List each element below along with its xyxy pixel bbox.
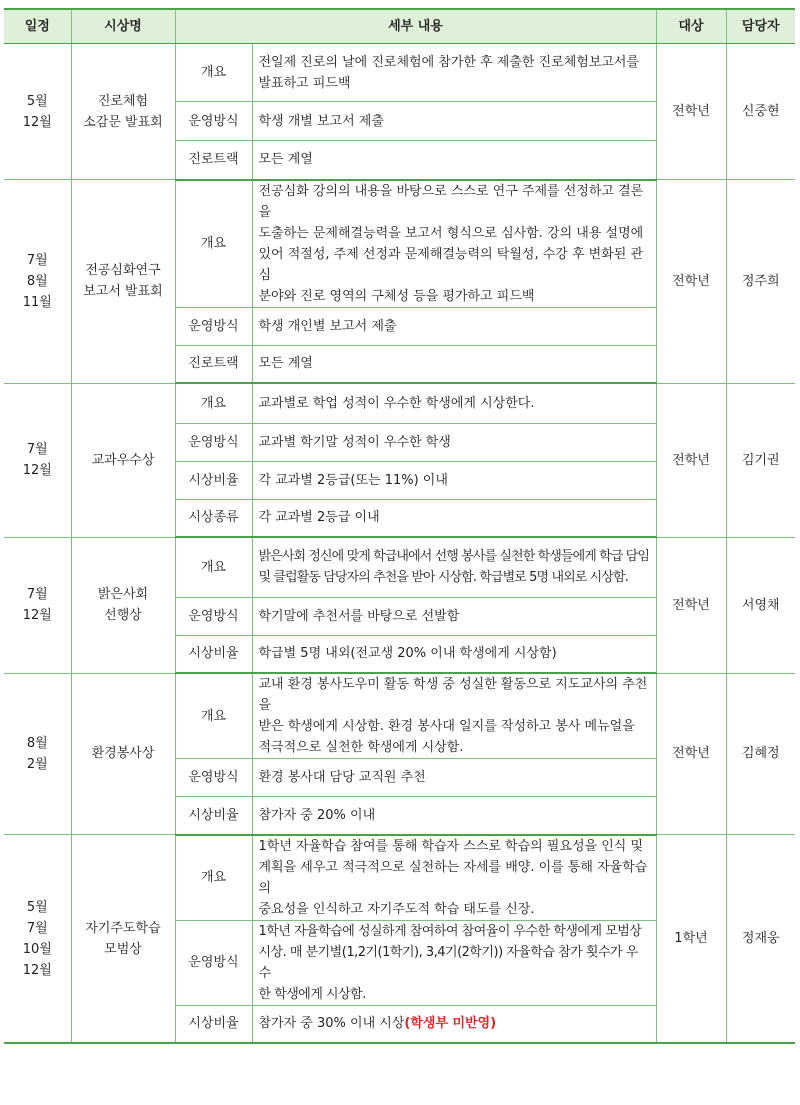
award-date: 7월 12월 bbox=[4, 383, 71, 537]
award-manager: 신중현 bbox=[726, 44, 795, 180]
detail-label: 운영방식 bbox=[175, 423, 252, 461]
award-target: 전학년 bbox=[656, 44, 726, 180]
award-target: 전학년 bbox=[656, 180, 726, 384]
detail-text: 환경 봉사대 담당 교직원 추천 bbox=[252, 759, 656, 797]
header-date: 일정 bbox=[4, 9, 71, 44]
detail-text: 밝은사회 정신에 맞게 학급내에서 선행 봉사를 실천한 학생들에게 학급 담임 및 클럽활동 담당자의 추천을 받아 시상함. 학급별로 5명 내외로 시상함. bbox=[252, 537, 656, 597]
detail-text: 1학년 자율학습 참여를 통해 학습자 스스로 학습의 필요성을 인식 및 계획을 세우고 적극적으로 실천하는 자세를 배양. 이를 통해 자율학습의 중요성을 인식하고 자기주도적 학습 태도를 신장. bbox=[252, 835, 656, 921]
detail-label: 시상비율 bbox=[175, 1005, 252, 1043]
award-target: 전학년 bbox=[656, 673, 726, 835]
detail-label: 시상비율 bbox=[175, 461, 252, 499]
award-name: 전공심화연구 보고서 발표회 bbox=[71, 180, 175, 384]
detail-label: 개요 bbox=[175, 673, 252, 759]
award-name: 교과우수상 bbox=[71, 383, 175, 537]
detail-text: 전공심화 강의의 내용을 바탕으로 스스로 연구 주제를 선정하고 결론을 도출하는 문제해결능력을 보고서 형식으로 심사함. 강의 내용 설명에 있어 적절성, 주제 선정과 문제해결능력의 탁월성, 수강 후 변화된 관심 분야와 진로 영역의 구체성 등을 평가하고 피드백 bbox=[252, 180, 656, 308]
detail-label: 개요 bbox=[175, 180, 252, 308]
detail-label: 진로트랙 bbox=[175, 141, 252, 180]
header-award-name: 시상명 bbox=[71, 9, 175, 44]
award-target: 1학년 bbox=[656, 835, 726, 1044]
detail-label: 시상비율 bbox=[175, 797, 252, 835]
table-row bbox=[4, 537, 795, 597]
detail-label: 개요 bbox=[175, 383, 252, 423]
award-date: 5월 7월 10월 12월 bbox=[4, 835, 71, 1044]
detail-label: 운영방식 bbox=[175, 597, 252, 635]
table-row bbox=[4, 44, 795, 102]
detail-text: 교과별로 학업 성적이 우수한 학생에게 시상한다. bbox=[252, 383, 656, 423]
award-name: 진로체험 소감문 발표회 bbox=[71, 44, 175, 180]
detail-label: 운영방식 bbox=[175, 759, 252, 797]
detail-text: 참가자 중 20% 이내 bbox=[252, 797, 656, 835]
detail-label: 운영방식 bbox=[175, 307, 252, 345]
detail-text: 학기말에 추천서를 바탕으로 선발함 bbox=[252, 597, 656, 635]
detail-text bbox=[252, 1005, 656, 1043]
award-date: 7월 12월 bbox=[4, 537, 71, 673]
header-row bbox=[4, 9, 795, 44]
award-manager: 김혜정 bbox=[726, 673, 795, 835]
detail-label: 운영방식 bbox=[175, 102, 252, 141]
detail-text: 전일제 진로의 날에 진로체험에 참가한 후 제출한 진로체험보고서를 발표하고 피드백 bbox=[252, 44, 656, 102]
detail-text: 모든 계열 bbox=[252, 141, 656, 180]
awards-table bbox=[4, 8, 795, 1044]
header-details: 세부 내용 bbox=[175, 9, 656, 44]
award-target: 전학년 bbox=[656, 383, 726, 537]
award-name: 자기주도학습 모범상 bbox=[71, 835, 175, 1044]
award-name: 밝은사회 선행상 bbox=[71, 537, 175, 673]
award-manager: 서영채 bbox=[726, 537, 795, 673]
table-row bbox=[4, 835, 795, 921]
award-name: 환경봉사상 bbox=[71, 673, 175, 835]
detail-text: 학급별 5명 내외(전교생 20% 이내 학생에게 시상함) bbox=[252, 635, 656, 673]
header-target: 대상 bbox=[656, 9, 726, 44]
table-row bbox=[4, 180, 795, 308]
detail-label: 시상비율 bbox=[175, 635, 252, 673]
detail-text: 학생 개인별 보고서 제출 bbox=[252, 307, 656, 345]
detail-text: 교내 환경 봉사도우미 활동 학생 중 성실한 활동으로 지도교사의 추천을 받은 학생에게 시상함. 환경 봉사대 일지를 작성하고 봉사 메뉴얼을 적극적으로 실천한 학생에게 시상함. bbox=[252, 673, 656, 759]
detail-label: 개요 bbox=[175, 44, 252, 102]
detail-label: 진로트랙 bbox=[175, 345, 252, 383]
detail-text: 교과별 학기말 성적이 우수한 학생 bbox=[252, 423, 656, 461]
detail-label: 개요 bbox=[175, 537, 252, 597]
award-manager: 김기권 bbox=[726, 383, 795, 537]
detail-text: 각 교과별 2등급(또는 11%) 이내 bbox=[252, 461, 656, 499]
ratio-text: 참가자 중 30% 이내 시상 bbox=[258, 1016, 405, 1032]
detail-text: 1학년 자율학습에 성실하게 참여하여 참여율이 우수한 학생에게 모범상 시상. 매 분기별(1,2기(1학기), 3,4기(2학기)) 자율학습 참가 횟수가 우수 한 학생에게 시상함. bbox=[252, 920, 656, 1005]
table-row bbox=[4, 383, 795, 423]
detail-label: 개요 bbox=[175, 835, 252, 921]
header-manager: 담당자 bbox=[726, 9, 795, 44]
award-date: 7월 8월 11월 bbox=[4, 180, 71, 384]
award-date: 5월 12월 bbox=[4, 44, 71, 180]
award-manager: 정주희 bbox=[726, 180, 795, 384]
detail-text: 각 교과별 2등급 이내 bbox=[252, 499, 656, 537]
table-row bbox=[4, 673, 795, 759]
award-manager: 정재웅 bbox=[726, 835, 795, 1044]
detail-label: 시상종류 bbox=[175, 499, 252, 537]
detail-label: 운영방식 bbox=[175, 920, 252, 1005]
detail-text: 학생 개별 보고서 제출 bbox=[252, 102, 656, 141]
award-date: 8월 2월 bbox=[4, 673, 71, 835]
detail-text: 모든 계열 bbox=[252, 345, 656, 383]
highlight-note: (학생부 미반영) bbox=[404, 1016, 497, 1032]
award-target: 전학년 bbox=[656, 537, 726, 673]
